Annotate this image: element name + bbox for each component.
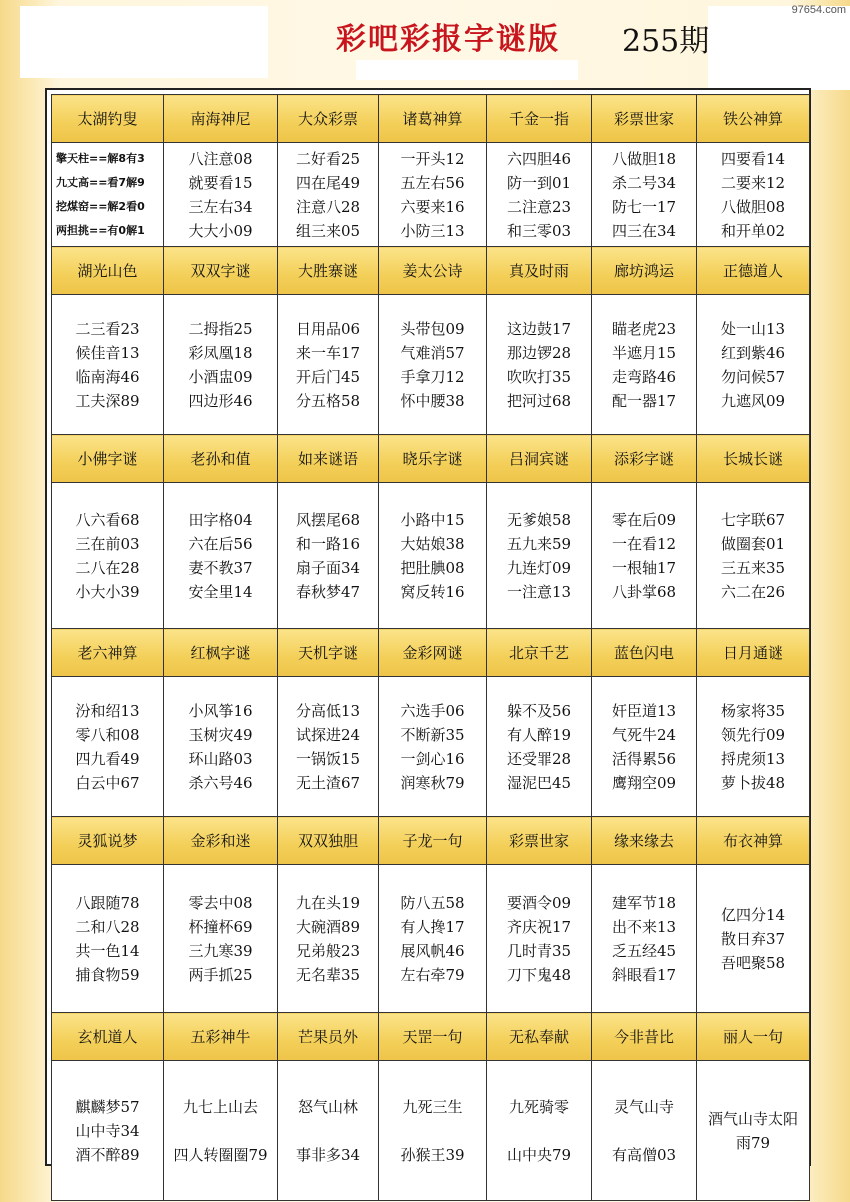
cell-line: 六要来16 <box>400 197 465 216</box>
table-cell <box>278 865 379 1013</box>
table-row <box>52 483 810 629</box>
column-header: 诸葛神算 <box>379 95 487 143</box>
cell-line: 四九看49 <box>75 749 140 768</box>
table-cell <box>592 1061 697 1201</box>
cell-line: 有高僧03 <box>611 1145 677 1164</box>
cell-line: 吹吹打35 <box>506 367 572 386</box>
cell-line: 和一路16 <box>295 534 361 553</box>
cell-line: 三五来35 <box>720 558 786 577</box>
cell-line: 润寒秋79 <box>400 773 465 792</box>
cell-line: 三左右34 <box>188 197 253 216</box>
table-cell <box>278 143 379 247</box>
cell-line <box>592 1119 696 1143</box>
table-cell <box>592 295 697 435</box>
cell-line: 做圈套01 <box>720 534 786 553</box>
cell-line: 活得累56 <box>611 749 677 768</box>
table-cell <box>379 143 487 247</box>
table-cell <box>592 865 697 1013</box>
cell-line: 春秋梦47 <box>295 582 361 601</box>
cell-line: 五左右56 <box>400 173 465 192</box>
table-cell <box>592 143 697 247</box>
table-cell <box>164 677 278 817</box>
cell-line: 那边锣28 <box>506 343 572 362</box>
column-header: 铁公神算 <box>697 95 810 143</box>
cell-line: 还受罪28 <box>506 749 572 768</box>
cell-line: 领先行09 <box>720 725 786 744</box>
cell-line: 扇子面34 <box>295 558 361 577</box>
table-cell <box>697 483 810 629</box>
table-cell <box>487 677 592 817</box>
table-row <box>52 865 810 1013</box>
cell-line: 酒气山寺太阳 <box>707 1109 798 1128</box>
column-header: 真及时雨 <box>487 247 592 295</box>
cell-line: 分高低13 <box>295 701 361 720</box>
cell-line: 防一到01 <box>506 173 572 192</box>
cell-line: 注意八28 <box>295 197 361 216</box>
cell-line: 杯撞杯69 <box>188 917 253 936</box>
cell-line: 二要来12 <box>720 173 786 192</box>
cell-line: 捕食物59 <box>75 965 140 984</box>
cell-line: 二拇指25 <box>188 319 253 338</box>
cell-line: 四人转圈圈79 <box>173 1145 268 1164</box>
column-header: 玄机道人 <box>52 1013 164 1061</box>
cell-line: 几时青35 <box>506 941 572 960</box>
cell-line: 小大小39 <box>75 582 140 601</box>
column-header: 天机字谜 <box>278 629 379 677</box>
cell-line: 一锅饭15 <box>295 749 361 768</box>
column-header: 子龙一句 <box>379 817 487 865</box>
column-header: 灵狐说梦 <box>52 817 164 865</box>
cell-line: 三在前03 <box>75 534 140 553</box>
cell-line: 怀中腰38 <box>400 391 465 410</box>
cell-line: 孙猴王39 <box>400 1145 465 1164</box>
cell-line: 大大小09 <box>188 221 253 240</box>
cell-line: 来一车17 <box>295 343 361 362</box>
cell-line: 左右牵79 <box>400 965 465 984</box>
cell-line: 田字格04 <box>188 510 253 529</box>
table-row <box>52 295 810 435</box>
cell-line: 手拿刀12 <box>400 367 465 386</box>
cell-line: 汾和绍13 <box>75 701 140 720</box>
table-cell <box>487 295 592 435</box>
cell-line: 无名辈35 <box>295 965 361 984</box>
cell-line: 组三来05 <box>295 221 361 240</box>
cell-line: 把肚腆08 <box>400 558 465 577</box>
column-header: 北京千艺 <box>487 629 592 677</box>
cell-line: 展风帆46 <box>400 941 465 960</box>
cell-line: 八跟随78 <box>75 893 140 912</box>
header-row <box>52 1013 810 1061</box>
table-cell <box>697 865 810 1013</box>
cell-line: 分五格58 <box>295 391 361 410</box>
cell-line: 无爹娘58 <box>506 510 572 529</box>
cell-line: 鹰翔空09 <box>611 773 677 792</box>
cell-line: 杨家将35 <box>720 701 786 720</box>
blank-panel-left <box>20 6 268 78</box>
column-header: 正德道人 <box>697 247 810 295</box>
header-row <box>52 435 810 483</box>
cell-line: 九遮风09 <box>720 391 786 410</box>
cell-line: 挖煤窑==解2看0 <box>56 199 145 213</box>
cell-line: 试探进24 <box>295 725 361 744</box>
cell-line: 小防三13 <box>400 221 465 240</box>
cell-line: 共一色14 <box>75 941 140 960</box>
cell-line: 半遮月15 <box>611 343 677 362</box>
column-header: 芒果员外 <box>278 1013 379 1061</box>
column-header: 丽人一句 <box>697 1013 810 1061</box>
cell-line: 杀六号46 <box>188 773 253 792</box>
cell-line: 六二在26 <box>720 582 786 601</box>
cell-line: 九七上山去 <box>182 1097 258 1116</box>
cell-line: 六在后56 <box>188 534 253 553</box>
cell-line: 八做胆08 <box>720 197 786 216</box>
cell-line: 白云中67 <box>75 773 140 792</box>
cell-line: 要酒令09 <box>506 893 572 912</box>
cell-line: 处一山13 <box>720 319 786 338</box>
table-cell <box>592 677 697 817</box>
cell-line: 瞄老虎23 <box>611 319 677 338</box>
cell-line: 九丈高==看7解9 <box>56 175 145 189</box>
page-title: 彩吧彩报字谜版 <box>336 22 560 57</box>
cell-line: 有人搀17 <box>400 917 465 936</box>
cell-line: 七字联67 <box>720 510 786 529</box>
column-header: 无私奉献 <box>487 1013 592 1061</box>
table-row <box>52 143 810 247</box>
cell-line: 山中央79 <box>506 1145 572 1164</box>
cell-line: 大姑娘38 <box>400 534 465 553</box>
table-cell <box>379 677 487 817</box>
cell-line: 八卦掌68 <box>611 582 677 601</box>
table-cell <box>278 677 379 817</box>
cell-line: 玉树灾49 <box>188 725 253 744</box>
table-cell <box>164 143 278 247</box>
cell-line: 不断新35 <box>400 725 465 744</box>
cell-line: 防七一17 <box>611 197 677 216</box>
cell-line: 乏五经45 <box>611 941 677 960</box>
column-header: 长城长谜 <box>697 435 810 483</box>
cell-line: 斜眼看17 <box>611 965 677 984</box>
cell-line: 二注意23 <box>506 197 572 216</box>
table-cell <box>697 295 810 435</box>
cell-line: 一剑心16 <box>400 749 465 768</box>
cell-line: 躲不及56 <box>506 701 572 720</box>
cell-line: 六四胆46 <box>506 149 572 168</box>
cell-line: 四在尾49 <box>295 173 361 192</box>
column-header: 彩票世家 <box>487 817 592 865</box>
cell-line: 临南海46 <box>75 367 140 386</box>
cell-line: 八做胆18 <box>611 149 677 168</box>
cell-line: 九死三生 <box>402 1097 463 1116</box>
cell-line: 安全里14 <box>188 582 253 601</box>
cell-line: 把河过68 <box>506 391 572 410</box>
header-row <box>52 629 810 677</box>
table-cell <box>52 677 164 817</box>
table-cell <box>487 865 592 1013</box>
table-cell <box>487 483 592 629</box>
cell-line: 二三看23 <box>75 319 140 338</box>
riddle-table <box>51 94 810 1201</box>
cell-line: 四边形46 <box>188 391 253 410</box>
cell-line: 九死骑零 <box>508 1097 569 1116</box>
cell-line: 两担挑==有0解1 <box>56 223 145 237</box>
column-header: 大众彩票 <box>278 95 379 143</box>
cell-line: 两手抓25 <box>188 965 253 984</box>
cell-line: 走弯路46 <box>611 367 677 386</box>
cell-line: 小风筝16 <box>188 701 253 720</box>
issue-number: 255期 <box>622 24 710 59</box>
cell-line <box>487 1119 591 1143</box>
cell-line: 和三零03 <box>506 221 572 240</box>
column-header: 缘来缘去 <box>592 817 697 865</box>
cell-line: 山中寺34 <box>75 1121 140 1140</box>
table-cell <box>52 1061 164 1201</box>
cell-line: 建军节18 <box>611 893 677 912</box>
column-header: 吕洞宾谜 <box>487 435 592 483</box>
header-row <box>52 817 810 865</box>
cell-line: 四要看14 <box>720 149 786 168</box>
table-cell <box>487 1061 592 1201</box>
cell-line: 小路中15 <box>400 510 465 529</box>
blank-panel-right <box>708 6 850 90</box>
cell-line: 酒不醉89 <box>75 1145 140 1164</box>
cell-line: 一根轴17 <box>611 558 677 577</box>
header-row <box>52 95 810 143</box>
cell-line: 亿四分14 <box>720 905 786 924</box>
column-header: 姜太公诗 <box>379 247 487 295</box>
cell-line: 风摆尾68 <box>295 510 361 529</box>
cell-line: 彩凤凰18 <box>188 343 253 362</box>
cell-line: 开后门45 <box>295 367 361 386</box>
column-header: 老六神算 <box>52 629 164 677</box>
table-cell <box>697 1061 810 1201</box>
cell-line: 刀下鬼48 <box>506 965 572 984</box>
cell-line: 日用品06 <box>295 319 361 338</box>
cell-line: 捋虎须13 <box>720 749 786 768</box>
cell-line: 奸臣道13 <box>611 701 677 720</box>
cell-line: 零去中08 <box>188 893 253 912</box>
cell-line: 四三在34 <box>611 221 677 240</box>
table-cell <box>697 143 810 247</box>
column-header: 红枫字谜 <box>164 629 278 677</box>
table-cell <box>278 295 379 435</box>
cell-line: 一注意13 <box>506 582 572 601</box>
column-header: 五彩神牛 <box>164 1013 278 1061</box>
column-header: 蓝色闪电 <box>592 629 697 677</box>
cell-line: 无土渣67 <box>295 773 361 792</box>
cell-line: 和开单02 <box>720 221 786 240</box>
table-cell <box>379 483 487 629</box>
cell-line: 五九来59 <box>506 534 572 553</box>
table-cell <box>379 865 487 1013</box>
table-cell <box>164 483 278 629</box>
table-cell <box>52 483 164 629</box>
table-cell <box>164 295 278 435</box>
column-header: 千金一指 <box>487 95 592 143</box>
cell-line: 候佳音13 <box>75 343 140 362</box>
cell-line <box>379 1119 486 1143</box>
column-header: 湖光山色 <box>52 247 164 295</box>
cell-line: 灵气山寺 <box>613 1097 674 1116</box>
cell-line: 气死牛24 <box>611 725 677 744</box>
table-cell <box>379 1061 487 1201</box>
cell-line: 出不来13 <box>611 917 677 936</box>
table-cell <box>52 295 164 435</box>
table-cell <box>379 295 487 435</box>
cell-line: 八注意08 <box>188 149 253 168</box>
cell-line: 配一器17 <box>611 391 677 410</box>
table-cell <box>164 1061 278 1201</box>
column-header: 晓乐字谜 <box>379 435 487 483</box>
column-header: 金彩和迷 <box>164 817 278 865</box>
cell-line: 麒麟梦57 <box>75 1097 140 1116</box>
cell-line: 怒气山林 <box>297 1097 358 1116</box>
cell-line: 勿问候57 <box>720 367 786 386</box>
cell-line: 红到紫46 <box>720 343 786 362</box>
cell-line: 二和八28 <box>75 917 140 936</box>
column-header: 今非昔比 <box>592 1013 697 1061</box>
cell-line: 大碗酒89 <box>295 917 361 936</box>
header-row <box>52 247 810 295</box>
cell-line: 散日弃37 <box>720 929 786 948</box>
table-cell <box>697 677 810 817</box>
column-header: 大胜寨谜 <box>278 247 379 295</box>
column-header: 南海神尼 <box>164 95 278 143</box>
column-header: 廊坊鸿运 <box>592 247 697 295</box>
cell-line <box>164 1119 277 1143</box>
cell-line: 这边鼓17 <box>506 319 572 338</box>
cell-line: 三九寒39 <box>188 941 253 960</box>
cell-line: 就要看15 <box>188 173 253 192</box>
cell-line: 气难消57 <box>400 343 465 362</box>
cell-line: 零八和08 <box>75 725 140 744</box>
column-header: 双双独胆 <box>278 817 379 865</box>
cell-line: 萝卜拔48 <box>720 773 786 792</box>
table-cell <box>592 483 697 629</box>
table-cell <box>487 143 592 247</box>
table-cell <box>278 483 379 629</box>
column-header: 添彩字谜 <box>592 435 697 483</box>
cell-line: 九在头19 <box>295 893 361 912</box>
column-header: 老孙和值 <box>164 435 278 483</box>
cell-line: 二好看25 <box>295 149 361 168</box>
cell-line: 兄弟般23 <box>295 941 361 960</box>
column-header: 太湖钓叟 <box>52 95 164 143</box>
cell-line: 防八五58 <box>400 893 465 912</box>
cell-line: 齐庆祝17 <box>506 917 572 936</box>
cell-line: 环山路03 <box>188 749 253 768</box>
table-row <box>52 677 810 817</box>
table-cell <box>164 865 278 1013</box>
cell-line: 六选手06 <box>400 701 465 720</box>
cell-line: 窝反转16 <box>400 582 465 601</box>
cell-line: 湿泥巴45 <box>506 773 572 792</box>
cell-line: 工夫深89 <box>75 391 140 410</box>
cell-line: 一开头12 <box>400 149 465 168</box>
cell-line <box>278 1119 378 1143</box>
cell-line: 头带包09 <box>400 319 465 338</box>
cell-line: 零在后09 <box>611 510 677 529</box>
cell-line: 八六看68 <box>75 510 140 529</box>
cell-line: 雨79 <box>735 1133 771 1152</box>
column-header: 金彩网谜 <box>379 629 487 677</box>
table-row <box>52 1061 810 1201</box>
cell-line: 杀二号34 <box>611 173 677 192</box>
column-header: 日月通谜 <box>697 629 810 677</box>
cell-line: 吾吧聚58 <box>720 953 786 972</box>
cell-line: 九连灯09 <box>506 558 572 577</box>
table-cell <box>278 1061 379 1201</box>
cell-line: 一在看12 <box>611 534 677 553</box>
blank-panel-middle <box>356 60 578 80</box>
column-header: 小佛字谜 <box>52 435 164 483</box>
cell-line: 小酒盅09 <box>188 367 253 386</box>
cell-line: 二八在28 <box>75 558 140 577</box>
column-header: 彩票世家 <box>592 95 697 143</box>
column-header: 天罡一句 <box>379 1013 487 1061</box>
cell-line: 妻不教37 <box>188 558 253 577</box>
column-header: 双双字谜 <box>164 247 278 295</box>
table-cell <box>52 143 164 247</box>
cell-line: 事非多34 <box>295 1145 361 1164</box>
cell-line: 有人醉19 <box>506 725 572 744</box>
cell-line: 擎天柱==解8有3 <box>56 151 145 165</box>
column-header: 如来谜语 <box>278 435 379 483</box>
table-cell <box>52 865 164 1013</box>
column-header: 布衣神算 <box>697 817 810 865</box>
site-watermark: 97654.com <box>791 4 846 16</box>
